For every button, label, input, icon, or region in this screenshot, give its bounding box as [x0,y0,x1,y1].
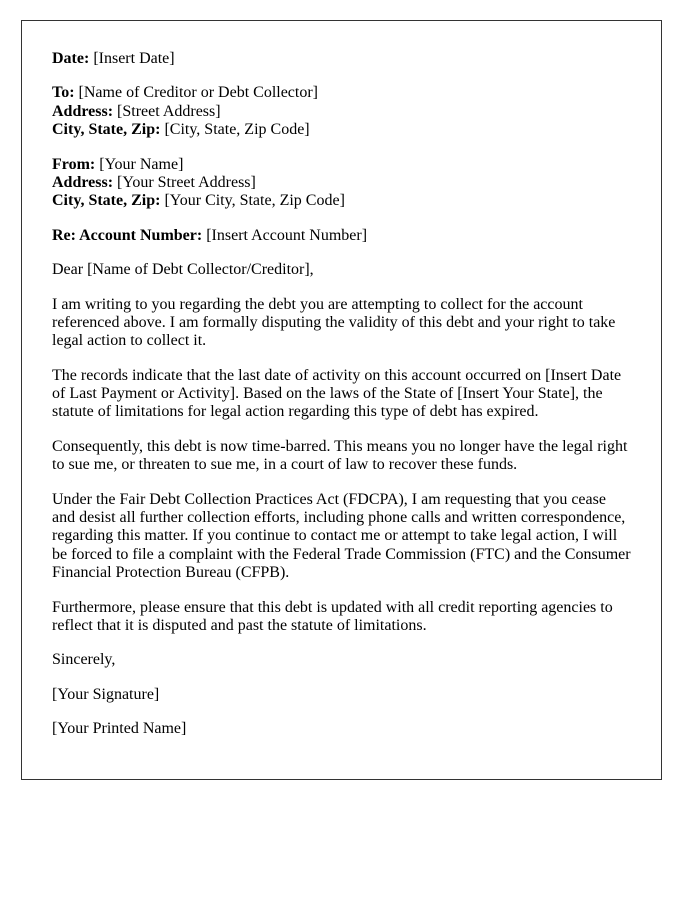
date-line [52,50,631,68]
letter-document [21,20,662,780]
sender-city-label: City, State, Zip: [52,192,161,210]
sender-from-label: From: [52,155,96,173]
signature-placeholder: [Your Signature] [52,685,160,703]
sender-address-value: [Your Street Address] [117,173,256,191]
sender-address-label: Address: [52,173,114,191]
recipient-address-label: Address: [52,102,114,120]
date-line-block [52,50,631,68]
sender-address-line [52,174,631,192]
recipient-to-value: [Name of Creditor or Debt Collector] [78,84,319,102]
sender-from-line [52,156,631,174]
closing: Sincerely, [52,651,116,669]
sender-city-value: [Your City, State, Zip Code] [164,192,345,210]
salutation: Dear [Name of Debt Collector/Creditor], [52,261,314,279]
recipient-address-value: [Street Address] [117,102,221,120]
sender-block [52,156,631,211]
body-paragraph-3: Consequently, this debt is now time-barred. This means you no longer have the legal right to sue me, or threaten to sue me, in a court of law to recover these funds. [52,437,628,474]
printed-name-placeholder: [Your Printed Name] [52,720,187,738]
sender-city-line [52,192,631,210]
date-value: [Insert Date] [93,50,175,67]
recipient-to-label: To: [52,84,75,102]
subject-value: [Insert Account Number] [206,226,368,244]
subject-label: Re: Account Number: [52,226,203,244]
subject-line [52,227,631,245]
recipient-city-label: City, State, Zip: [52,121,161,139]
body-paragraph-2: The records indicate that the last date of activity on this account occurred on [Insert Date of Last Payment or Activity]. Based on the laws of the State of [Insert Your State], the statute of limitations for legal action regarding this type of debt has expired. [52,366,622,421]
subject-block [52,227,631,245]
recipient-to-line [52,84,631,102]
recipient-block [52,84,631,139]
date-label: Date: [52,50,90,67]
sender-from-value: [Your Name] [99,155,184,173]
body-paragraph-4: Under the Fair Debt Collection Practices Act (FDCPA), I am requesting that you cease and desist all further collection efforts, including phone calls and written correspondence, regarding this matter. If you continue to contact me or attempt to take legal action, I will be forced to file a complaint with the Federal Trade Commission (FTC) and the Consumer Financial Protection Bureau (CFPB). [52,490,631,582]
recipient-city-line [52,121,631,139]
body-paragraph-5: Furthermore, please ensure that this debt is updated with all credit reporting agencies to reflect that it is disputed and past the statute of limitations. [52,598,613,634]
body-paragraph-1: I am writing to you regarding the debt you are attempting to collect for the account referenced above. I am formally disputing the validity of this debt and your right to take legal action to collect it. [52,295,616,350]
recipient-address-line [52,103,631,121]
recipient-city-value: [City, State, Zip Code] [164,121,310,139]
